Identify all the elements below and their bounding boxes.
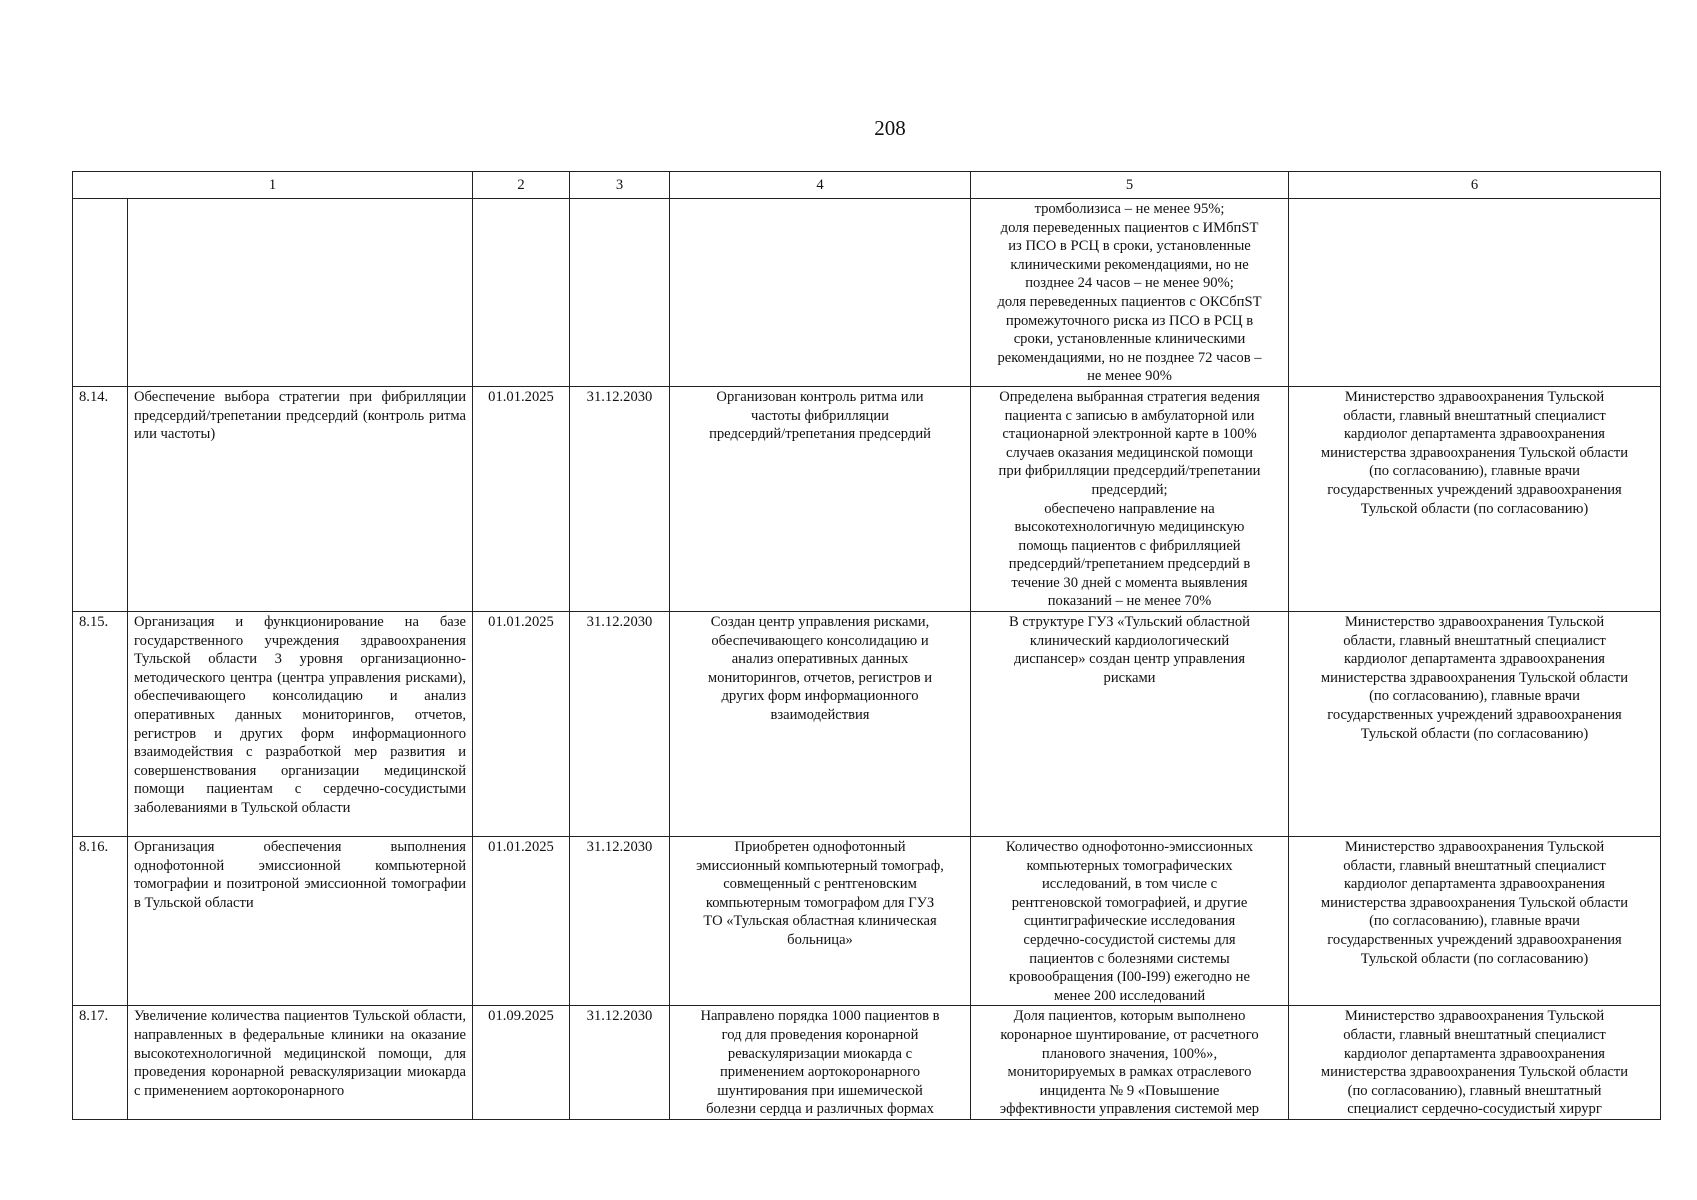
row-number: 8.15. [73,612,128,837]
row-number [73,199,128,387]
header-cell-6: 6 [1289,172,1661,199]
row-number: 8.14. [73,386,128,611]
expected-result: Направлено порядка 1000 пациентов в год для проведения коронарной реваскуляризации миокарда с применением аортокоронарного шунтирования при ишемической болезни сердца и различных формах [670,1006,971,1120]
expected-result: Организован контроль ритма или частоты фибрилляции предсердий/трепетания предсердий [670,386,971,611]
end-date: 31.12.2030 [570,1006,670,1120]
header-cell-1: 1 [73,172,473,199]
indicator: тромболизиса – не менее 95%; доля переведенных пациентов с ИМбпST из ПСО в РСЦ в сроки, установленные клиническими рекомендациями, но не позднее 24 часов – не менее 90%; доля переведенных пациентов с ОКСбпST промежуточного риска из ПСО в РСЦ в сроки, установленные клиническими рекомендациями, но не позднее 72 часов – не менее 90% [971,199,1289,387]
measures-table [72,171,1661,1120]
row-number: 8.16. [73,837,128,1006]
measure-name: Организация обеспечения выполнения однофотонной эмиссионной компьютерной томографии и позитроной эмиссионной томографии в Тульской области [128,837,473,1006]
expected-result: Приобретен однофотонный эмиссионный компьютерный томограф, совмещенный с рентгеновским компьютерным томографом для ГУЗ ТО «Тульская областная клиническая больница» [670,837,971,1006]
table-row [73,612,1661,837]
table-row [73,386,1661,611]
expected-result [670,199,971,387]
indicator: Определена выбранная стратегия ведения пациента с записью в амбулаторной или стационарной электронной карте в 100% случаев оказания медицинской помощи при фибрилляции предсердий/трепетании предсердий; обеспечено направление на высокотехнологичную медицинскую помощь пациентов с фибрилляцией предсердий/трепетанием предсердий в течение 30 дней с момента выявления показаний – не менее 70% [971,386,1289,611]
indicator: В структуре ГУЗ «Тульский областной клинический кардиологический диспансер» создан центр управления рисками [971,612,1289,837]
header-cell-2: 2 [473,172,570,199]
responsible [1289,199,1661,387]
end-date: 31.12.2030 [570,612,670,837]
end-date: 31.12.2030 [570,386,670,611]
row-number: 8.17. [73,1006,128,1120]
start-date: 01.01.2025 [473,612,570,837]
end-date [570,199,670,387]
responsible: Министерство здравоохранения Тульской области, главный внештатный специалист кардиолог департамента здравоохранения министерства здравоохранения Тульской области (по согласованию), главные врачи государственных учреждений здравоохранения Тульской области (по согласованию) [1289,612,1661,837]
responsible: Министерство здравоохранения Тульской области, главный внештатный специалист кардиолог департамента здравоохранения министерства здравоохранения Тульской области (по согласованию), главные врачи государственных учреждений здравоохранения Тульской области (по согласованию) [1289,837,1661,1006]
indicator: Доля пациентов, которым выполнено коронарное шунтирование, от расчетного планового значения, 100%», мониторируемых в рамках отраслевого инцидента № 9 «Повышение эффективности управления системой мер [971,1006,1289,1120]
measure-name: Организация и функционирование на базе государственного учреждения здравоохранения Тульской области 3 уровня организационно-методического центра (центра управления рисками), обеспечивающего консолидацию и анализ оперативных данных мониторингов, отчетов, регистров и других форм информационного взаимодействия с разработкой мер развития и совершенствования организации медицинской помощи пациентам с сердечно-сосудистыми заболеваниями в Тульской области [128,612,473,837]
table-row [73,199,1661,387]
start-date [473,199,570,387]
header-cell-4: 4 [670,172,971,199]
measure-name: Увеличение количества пациентов Тульской области, направленных в федеральные клиники на оказание высокотехнологичной медицинской помощи, для проведения коронарной реваскуляризации миокарда с применением аортокоронарного [128,1006,473,1120]
table-row [73,1006,1661,1120]
page-number: 208 [874,116,906,140]
start-date: 01.01.2025 [473,386,570,611]
table-header-row [73,172,1661,199]
responsible: Министерство здравоохранения Тульской области, главный внештатный специалист кардиолог департамента здравоохранения министерства здравоохранения Тульской области (по согласованию), главный внештатный специалист сердечно-сосудистый хирург [1289,1006,1661,1120]
expected-result: Создан центр управления рисками, обеспечивающего консолидацию и анализ оперативных данных мониторингов, отчетов, регистров и других форм информационного взаимодействия [670,612,971,837]
end-date: 31.12.2030 [570,837,670,1006]
header-cell-5: 5 [971,172,1289,199]
table-row [73,837,1661,1006]
measure-name [128,199,473,387]
start-date: 01.09.2025 [473,1006,570,1120]
responsible: Министерство здравоохранения Тульской области, главный внештатный специалист кардиолог департамента здравоохранения министерства здравоохранения Тульской области (по согласованию), главные врачи государственных учреждений здравоохранения Тульской области (по согласованию) [1289,386,1661,611]
measure-name: Обеспечение выбора стратегии при фибрилляции предсердий/трепетании предсердий (контроль ритма или частоты) [128,386,473,611]
header-cell-3: 3 [570,172,670,199]
start-date: 01.01.2025 [473,837,570,1006]
indicator: Количество однофотонно-эмиссионных компьютерных томографических исследований, в том числе с рентгеновской томографией, и другие сцинтиграфические исследования сердечно-сосудистой системы для пациентов с болезнями системы кровообращения (I00-I99) ежегодно не менее 200 исследований [971,837,1289,1006]
